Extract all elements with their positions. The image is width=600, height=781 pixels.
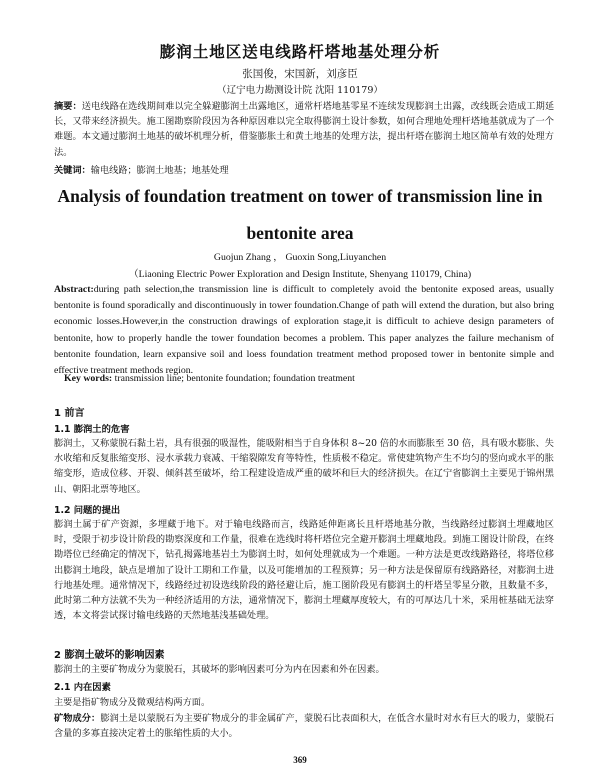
section-2-1-heading: 2.1 内在因素	[54, 682, 111, 693]
keywords-en-label: Key words:	[64, 373, 113, 384]
abstract-en-text: during path selection,the transmission line is difficult to completely avoid the bentonite exposed areas, usually bentonite is found sporadically and discontinuously in tower foundation.Change of path will extend the duration, but also bring economic losses.However,in the construction drawings of exploration stage,it is difficult to achieve design parameters of bentonite, how to properly handle the tower foundation becomes a problem. This paper analyzes the failure mechanism of bentonite foundation, learn expansive soil and loess foundation treatment method proposed tower in bentonite simple and effective treatment methods region.	[54, 284, 554, 377]
abstract-cn-label: 摘要：	[54, 101, 82, 112]
keywords-cn-text: 输电线路；膨润土地基；地基处理	[90, 165, 229, 176]
affiliation-cn: （辽宁电力勘测设计院 沈阳 110179）	[217, 85, 383, 96]
keywords-en-text: transmission line; bentonite foundation; foundation treatment	[114, 373, 355, 384]
section-2-1-text: 主要是指矿物成分及微观结构两方面。	[54, 697, 211, 708]
page-number: 369	[293, 755, 307, 765]
paper-title-en-line1: Analysis of foundation treatment on tower of transmission line in	[57, 186, 543, 206]
mineral-text: 膨润土是以蒙脱石为主要矿物成分的非金属矿产，蒙脱石比表面积大，在低含水量时对水有巨大的吸力，蒙脱石含量的多寡直接决定着土的胀缩性质的大小。	[54, 713, 555, 740]
affiliation-en: （Liaoning Electric Power Exploration and Design Institute, Shenyang 110179, China)	[128, 269, 472, 280]
mineral-label: 矿物成分：	[54, 713, 101, 724]
keywords-cn-label: 关键词：	[54, 165, 91, 176]
section-1-2-text: 膨润土属于矿产资源，多埋藏于地下。对于输电线路而言，线路延伸距离长且杆塔地基分散，当线路经过膨润土埋藏地区时，受限于初步设计阶段的勘察深度和工作量，很难在选线时将杆塔位完全避开膨润土埋藏地段。到施工图设计阶段，在终勘塔位已经确定的情况下，钻孔揭露地基岩土为膨润土时，如何处理就成为一个难题。一种方法是更改线路路径，将塔位移出膨润土地段，缺点是增加了设计工期和工作量，以及可能增加的工程预算；另一种方法是保留原有线路路径，对膨润土进行地基处理。通常情况下，线路经过初设选线阶段的路径避让后，施工图阶段见有膨润土的杆塔呈零星分散，且数量不多，此时第二种方法就不失为一种经济适用的方法，通常情况下，膨润土埋藏厚度较大，有的可厚达几十米，采用桩基础无法穿透，本文将尝试探讨输电线路的天然地基浅基础处理。	[54, 519, 554, 622]
abstract-en-label: Abstract:	[54, 284, 94, 295]
section-1-2-heading: 1.2 问题的提出	[54, 505, 121, 516]
authors-en: Guojun Zhang ， Guoxin Song,Liuyanchen	[213, 252, 387, 263]
section-1-heading: 1 前言	[54, 408, 85, 419]
section-1-1-heading: 1.1 膨润土的危害	[54, 424, 130, 435]
keywords-cn	[54, 163, 554, 178]
section-2-heading: 2 膨润土破坏的影响因素	[54, 650, 165, 661]
paper-title-cn: 膨润土地区送电线路杆塔地基处理分析	[159, 43, 441, 61]
authors-cn: 张国俊，宋国新，刘彦臣	[242, 68, 358, 80]
paper-title-en-line2: bentonite area	[246, 223, 354, 243]
keywords-en	[64, 373, 554, 384]
section-2-text: 膨润土的主要矿物成分为蒙脱石，其破坏的影响因素可分为内在因素和外在因素。	[54, 664, 385, 675]
abstract-en	[54, 282, 554, 379]
abstract-cn-text: 送电线路在选线期间难以完全躲避膨润土出露地区，通常杆塔地基零星不连续发现膨润土出露，改线既会造成工期延长，又带来经济损失。施工图勘察阶段因为各种原因难以完全取得膨润土设计参数，如何合理地处理杆塔地基就成为了一个难题。本文通过膨润土地基的破坏机理分析，借鉴膨胀土和黄土地基的处理方法，提出杆塔在膨润土地区简单有效的处理方法。	[54, 101, 555, 158]
section-2-1-paragraph-2	[54, 711, 554, 741]
section-1-1-text: 膨润土，又称蒙脱石黏土岩，具有很强的吸湿性，能吸附相当于自身体积 8~20 倍的水而膨胀至 30 倍，具有吸水膨胀、失水收缩和反复胀缩变形、浸水承载力衰减、干缩裂隙发育等特性，性质极不稳定。常使建筑物产生不均匀的竖向或水平的胀缩变形，造成位移、开裂、倾斜甚至破坏，给工程建设造成严重的破坏和巨大的经济损失。在辽宁省膨润土主要见于锦州黑山、朝阳北票等地区。	[54, 438, 554, 495]
abstract-cn	[54, 99, 554, 160]
